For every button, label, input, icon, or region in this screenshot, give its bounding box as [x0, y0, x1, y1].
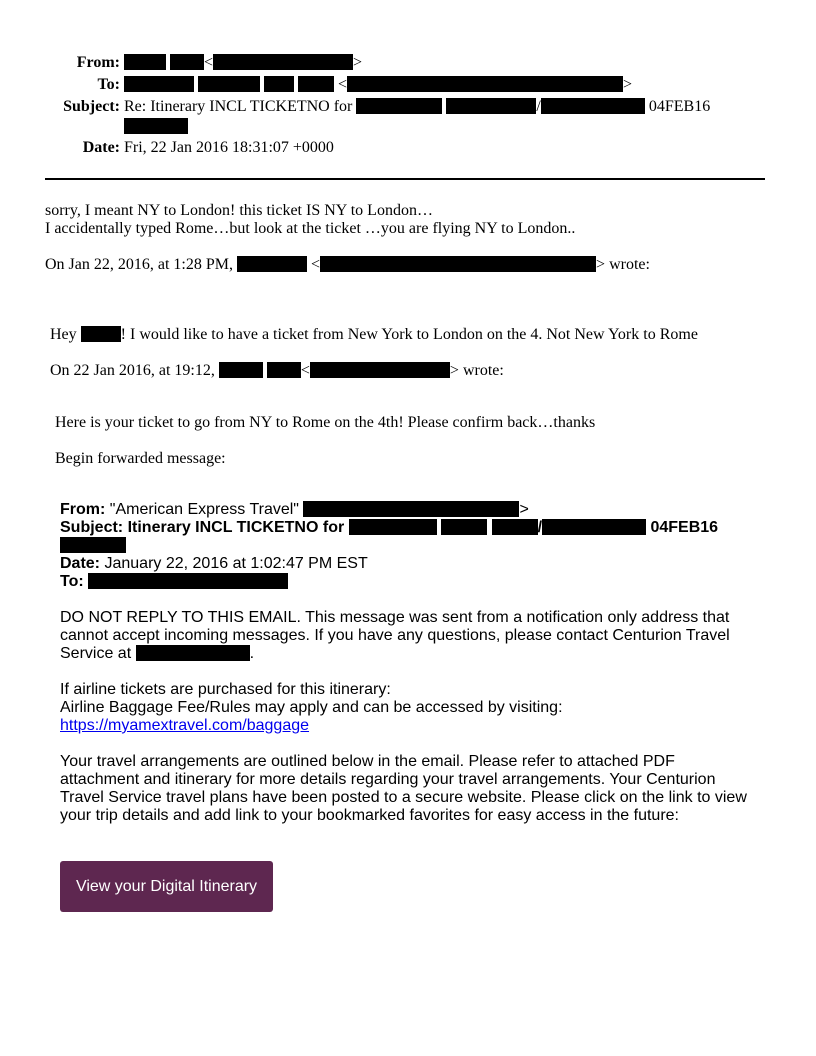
redaction [124, 118, 188, 136]
redaction [124, 54, 166, 70]
view-itinerary-button-label[interactable]: View your Digital Itinerary [75, 877, 258, 895]
redaction [213, 54, 353, 70]
redaction [124, 76, 194, 92]
redaction [237, 256, 307, 272]
fwd-subject-suffix: 04FEB16 [650, 519, 719, 536]
quote-prefix: On 22 Jan 2016, at 19:12, [50, 362, 215, 379]
quoted-attribution-1: On 22 Jan 2016, at 19:12, < > wrote: [50, 362, 504, 379]
fwd-p3-line-2: attachment and itinerary for more details regarding your travel arrangements. Your Centurion [60, 771, 716, 788]
redaction [219, 362, 263, 378]
fwd-date-value: January 22, 2016 at 1:02:47 PM EST [104, 555, 368, 572]
quote-suffix: wrote: [609, 256, 650, 273]
redaction [320, 256, 596, 272]
subject-text: Re: Itinerary INCL TICKETNO for [124, 98, 353, 115]
from-label: From: [76, 54, 120, 71]
fwd-p3-line-1: Your travel arrangements are outlined below in the email. Please refer to attached PDF [60, 753, 675, 770]
reply-quote-attribution: On Jan 22, 2016, at 1:28 PM, < > wrote: [45, 256, 650, 273]
fwd-p2-line-2: Airline Baggage Fee/Rules may apply and can be accessed by visiting: [60, 699, 563, 716]
fwd-from-name: "American Express Travel" [109, 501, 299, 518]
redaction [303, 501, 519, 517]
redaction [310, 362, 450, 378]
redaction [136, 645, 250, 661]
redaction [446, 98, 490, 114]
baggage-link[interactable] [60, 717, 309, 735]
redaction [490, 98, 536, 114]
hey-text: Hey [50, 326, 77, 343]
request-text: ! I would like to have a ticket from New York to London on the 4. Not New York to Rome [120, 326, 698, 343]
subject-label: Subject: [63, 98, 120, 115]
quote-suffix: wrote: [462, 362, 504, 379]
fwd-p1-line-3: Service at . [60, 645, 255, 662]
view-itinerary-button[interactable] [60, 861, 273, 912]
redaction [198, 76, 260, 92]
redaction [441, 519, 487, 535]
header-from-row: From: < > [0, 54, 362, 72]
redaction [347, 76, 623, 92]
quoted-message-2: Here is your ticket to go from NY to Rome on the 4th! Please confirm back…thanks [55, 414, 596, 431]
redaction [88, 573, 288, 589]
redaction [298, 76, 334, 92]
header-date-row [0, 139, 334, 157]
reply-line-1: sorry, I meant NY to London! this ticket IS NY to London… [45, 202, 433, 219]
fwd-from-row: From: "American Express Travel" > [60, 501, 529, 518]
header-to-row: To: < > [0, 76, 632, 94]
fwd-date-row [60, 555, 368, 573]
fwd-subject-row: Subject: Itinerary INCL TICKETNO for / 04FEB16 [60, 519, 719, 536]
fwd-subject-label: Subject: [60, 519, 124, 536]
redaction [81, 326, 121, 342]
subject-suffix: 04FEB16 [648, 98, 711, 115]
fwd-date-label: Date: [60, 555, 101, 572]
to-label: To: [97, 76, 120, 93]
redaction [170, 54, 204, 70]
forwarded-label: Begin forwarded message: [55, 450, 226, 467]
redaction [356, 98, 442, 114]
fwd-p3-line-3: Travel Service travel plans have been posted to a secure website. Please click on the link to view [60, 789, 747, 806]
fwd-to-row [60, 573, 288, 591]
redaction [349, 519, 437, 535]
date-label: Date: [82, 139, 120, 156]
redaction [542, 519, 646, 535]
service-at-text: Service at [60, 645, 132, 662]
redaction [541, 98, 645, 114]
fwd-from-label: From: [60, 501, 106, 518]
redaction [264, 76, 294, 92]
fwd-p2-line-1: If airline tickets are purchased for this itinerary: [60, 681, 391, 698]
fwd-p1-line-1: DO NOT REPLY TO THIS EMAIL. This message was sent from a notification only address that [60, 609, 730, 626]
baggage-link-text[interactable]: https://myamextravel.com/baggage [60, 717, 310, 734]
fwd-to-label: To: [60, 573, 84, 590]
fwd-p1-line-2: cannot accept incoming messages. If you have any questions, please contact Centurion Travel [60, 627, 730, 644]
reply-line-2: I accidentally typed Rome…but look at the ticket …you are flying NY to London.. [45, 220, 576, 237]
header-divider [45, 178, 765, 180]
quote-prefix: On Jan 22, 2016, at 1:28 PM, [45, 256, 233, 273]
redaction [492, 519, 538, 535]
fwd-p3-line-4: your trip details and add link to your bookmarked favorites for easy access in the future: [60, 807, 679, 824]
redaction [267, 362, 301, 378]
fwd-subject-text: Itinerary INCL TICKETNO for [127, 519, 345, 536]
header-subject-row: Subject: Re: Itinerary INCL TICKETNO for / 04FEB16 [0, 98, 710, 116]
quoted-message-1 [50, 326, 698, 344]
redaction [60, 537, 126, 555]
date-value: Fri, 22 Jan 2016 18:31:07 +0000 [124, 139, 334, 156]
